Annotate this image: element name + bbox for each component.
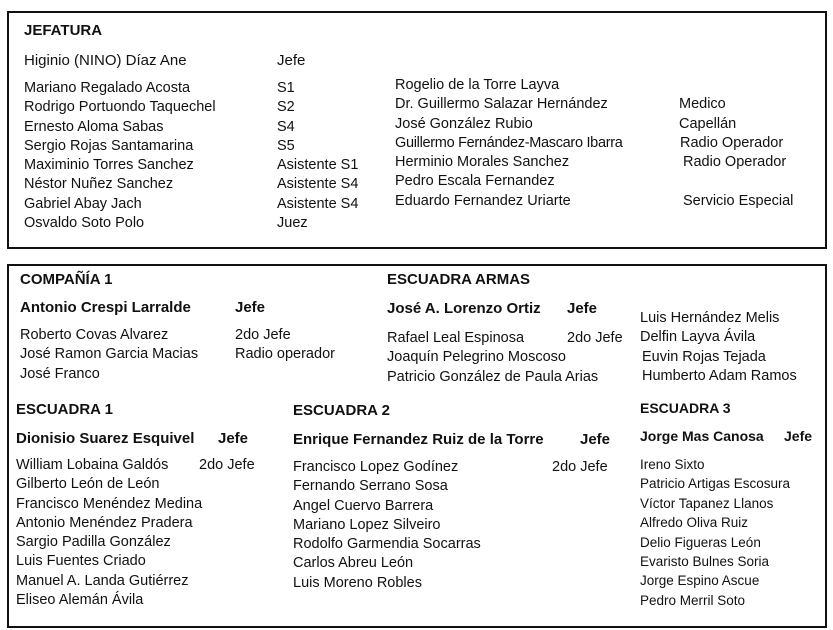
member-name: Francisco Lopez Godínez <box>293 459 459 475</box>
member-role: Radio Operador <box>680 134 784 151</box>
compania-leader-name: Antonio Crespi Larralde <box>20 299 191 316</box>
member-name: Carlos Abreu León <box>293 555 414 572</box>
member-name: Joaquín Pelegrino Moscoso <box>387 349 566 366</box>
member-name: Ireno Sixto <box>640 457 705 472</box>
member-role: S4 <box>277 118 295 135</box>
member-name: William Lobaina Galdós <box>16 457 169 473</box>
member-name: Patricio Artigas Escosura <box>640 476 791 492</box>
escuadra3-leader-name: Jorge Mas Canosa <box>640 428 764 444</box>
member-name: Luis Fuentes Criado <box>16 553 146 570</box>
member-name: Mariano Regalado Acosta <box>24 80 191 96</box>
escuadra1-names <box>16 456 202 610</box>
member-name: Néstor Nuñez Sanchez <box>24 176 174 193</box>
member-role: Asistente S1 <box>277 157 359 174</box>
member-name: Pedro Merril Soto <box>640 592 746 608</box>
member-name: Euvin Rojas Tejada <box>642 348 766 365</box>
member-name: Rafael Leal Espinosa <box>387 330 525 346</box>
member-name: Alfredo Oliva Ruiz <box>640 515 749 531</box>
member-name: Angel Cuervo Barrera <box>293 497 434 514</box>
member-name: José González Rubio <box>395 115 533 132</box>
jefatura-leader-name: Higinio (NINO) Díaz Ane <box>24 52 187 69</box>
member-role: Medico <box>679 96 726 113</box>
compania-names <box>20 326 198 384</box>
member-name: Francisco Menéndez Medina <box>16 495 203 512</box>
armas-leader-role: Jefe <box>567 300 598 317</box>
member-name: Víctor Tapanez Llanos <box>640 495 774 511</box>
jefatura-right-roles <box>679 95 793 211</box>
member-name: Maximinio Torres Sanchez <box>24 157 194 174</box>
member-name: Humberto Adam Ramos <box>642 367 797 384</box>
compania-title: COMPAÑÍA 1 <box>20 271 113 288</box>
member-name: Osvaldo Soto Polo <box>24 215 145 232</box>
member-role: S5 <box>277 137 295 154</box>
armas-title: ESCUADRA ARMAS <box>387 271 531 288</box>
jefatura-right-names <box>395 76 623 211</box>
member-role: Radio operador <box>235 346 335 363</box>
escuadra1-leader-role: Jefe <box>218 430 249 447</box>
escuadra2-leader-name: Enrique Fernandez Ruiz de la Torre <box>293 431 544 448</box>
armas-first-role: 2do Jefe <box>567 330 623 346</box>
escuadra3-names <box>640 455 790 610</box>
member-name: Guillermo Fernández-Mascaro Ibarra <box>395 134 623 151</box>
compania-leader-role: Jefe <box>235 299 266 316</box>
member-name: Evaristo Bulnes Soria <box>640 553 770 569</box>
member-role: Radio Operador <box>683 154 787 171</box>
member-role: Juez <box>277 215 308 232</box>
member-role: 2do Jefe <box>235 327 291 343</box>
member-name: Antonio Menéndez Pradera <box>16 514 193 531</box>
member-name: Eduardo Fernandez Uriarte <box>395 192 571 209</box>
escuadra2-title: ESCUADRA 2 <box>293 402 390 419</box>
escuadra1-first-role: 2do Jefe <box>199 457 255 473</box>
member-name: Manuel A. Landa Gutiérrez <box>16 572 189 589</box>
armas-leader-name: José A. Lorenzo Ortiz <box>387 300 541 317</box>
compania-roles <box>235 326 335 365</box>
member-name: Rodrigo Portuondo Taquechel <box>24 99 216 116</box>
member-role: Asistente S4 <box>277 195 359 212</box>
member-name: Luis Hernández Melis <box>640 310 780 326</box>
jefatura-left-roles <box>277 79 358 233</box>
member-role: S1 <box>277 80 295 96</box>
member-name: Patricio González de Paula Arias <box>387 368 599 385</box>
escuadra2-leader-role: Jefe <box>580 431 611 448</box>
member-name: Sargio Padilla González <box>16 534 171 551</box>
jefatura-title: JEFATURA <box>24 22 103 39</box>
member-name: Dr. Guillermo Salazar Hernández <box>395 96 608 113</box>
escuadra1-leader-name: Dionisio Suarez Esquivel <box>16 430 195 447</box>
member-name: Eliseo Alemán Ávila <box>16 592 144 609</box>
armas-extra-names <box>640 309 797 386</box>
jefatura-left-names <box>24 79 216 233</box>
member-name: Delio Figueras León <box>640 534 761 550</box>
member-name: Herminio Morales Sanchez <box>395 154 570 171</box>
member-name: Delfin Layva Ávila <box>640 329 756 346</box>
escuadra2-first-role: 2do Jefe <box>552 459 608 475</box>
member-name: Sergio Rojas Santamarina <box>24 137 194 154</box>
member-name: Rodolfo Garmendia Socarras <box>293 536 481 553</box>
member-role: Asistente S4 <box>277 176 359 193</box>
member-name: Gilberto León de León <box>16 476 160 493</box>
member-name: Mariano Lopez Silveiro <box>293 516 441 533</box>
member-name: Fernando Serrano Sosa <box>293 478 448 495</box>
member-name: Luis Moreno Robles <box>293 574 422 591</box>
member-role: Capellán <box>679 115 737 132</box>
escuadra3-leader-role: Jefe <box>784 428 813 444</box>
member-name: José Ramon Garcia Macias <box>20 346 199 363</box>
member-name: Gabriel Abay Jach <box>24 195 142 212</box>
member-name: José Franco <box>20 365 100 382</box>
member-name: Roberto Covas Alvarez <box>20 327 169 343</box>
member-name: Jorge Espino Ascue <box>640 573 760 589</box>
member-name: Ernesto Aloma Sabas <box>24 118 164 135</box>
escuadra2-names <box>293 458 481 593</box>
jefatura-leader-role: Jefe <box>277 52 306 69</box>
member-name: Rogelio de la Torre Layva <box>395 77 560 93</box>
member-name: Pedro Escala Fernandez <box>395 173 555 190</box>
member-role: Servicio Especial <box>683 192 794 209</box>
escuadra3-title: ESCUADRA 3 <box>640 400 731 416</box>
escuadra1-title: ESCUADRA 1 <box>16 401 113 418</box>
member-role: S2 <box>277 99 295 116</box>
